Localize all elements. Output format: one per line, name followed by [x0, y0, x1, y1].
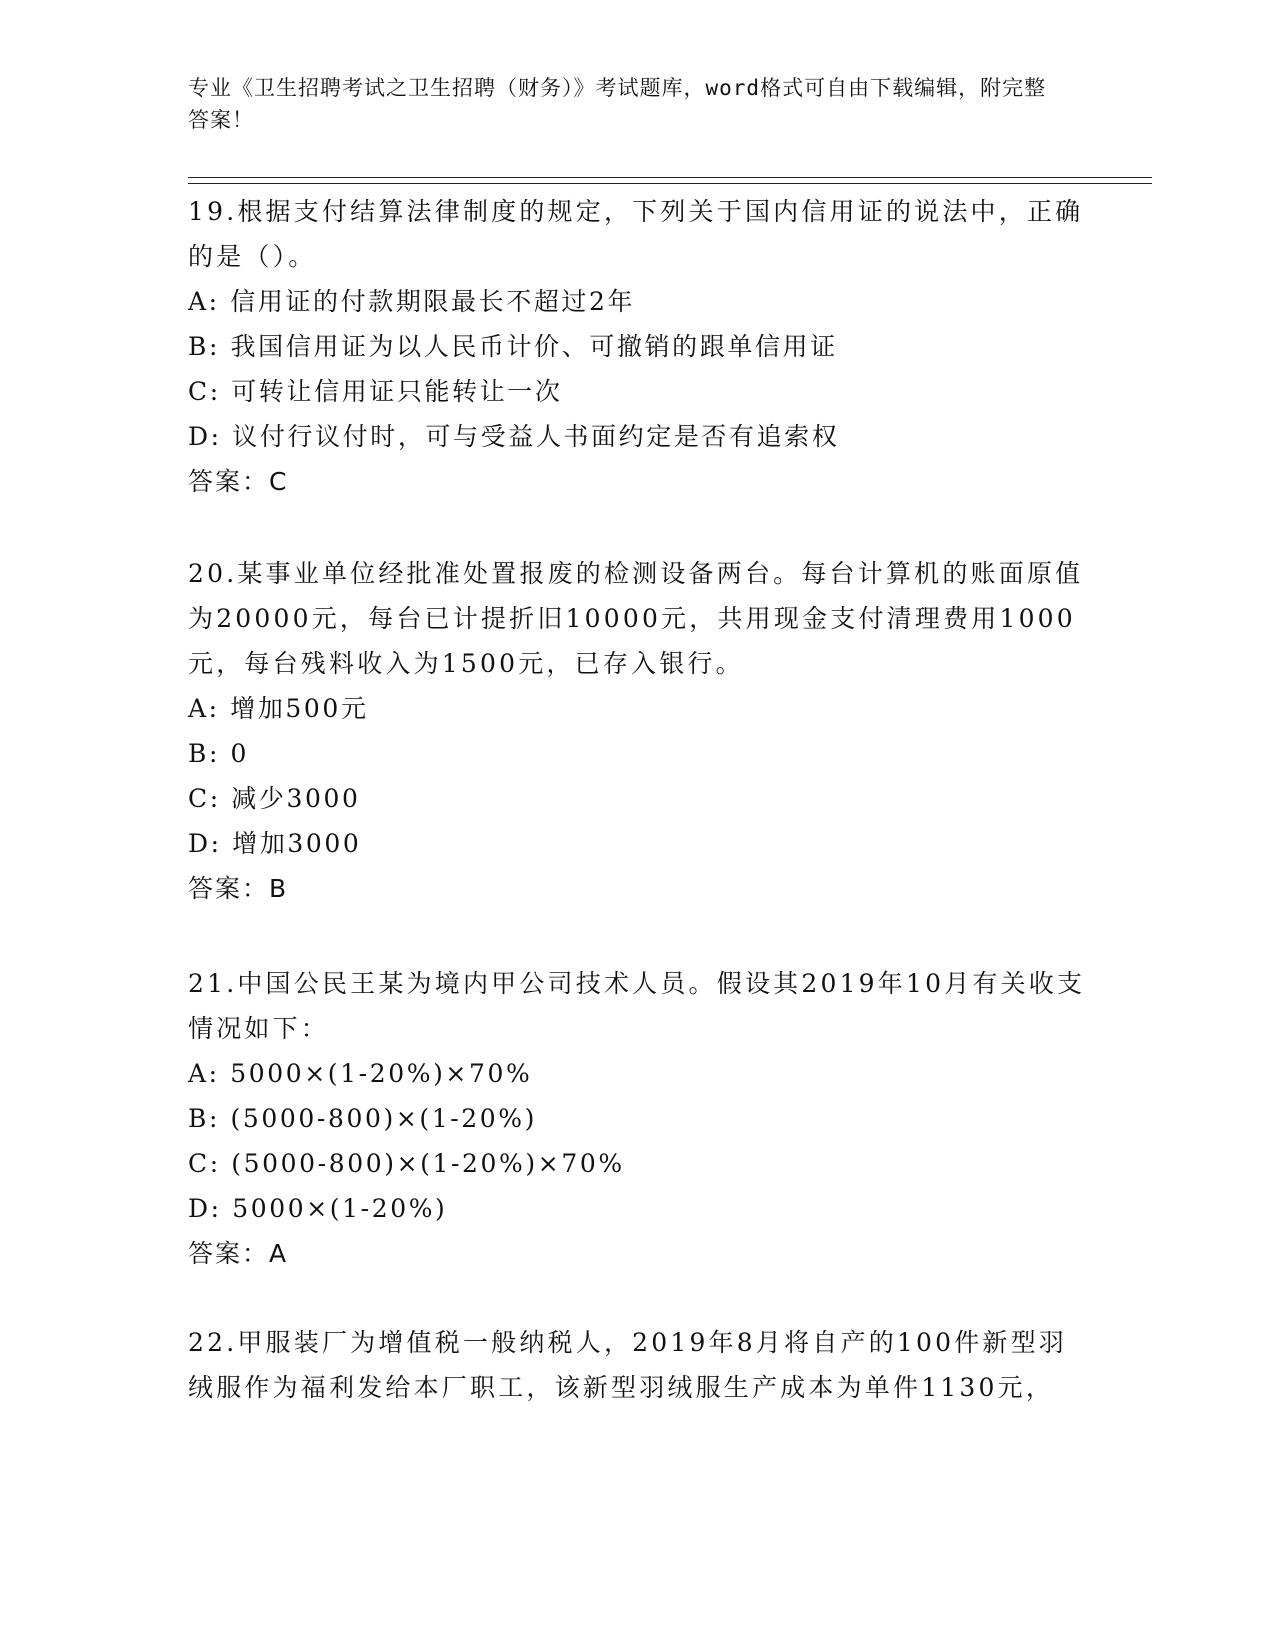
answer-line: 答案：A [188, 1239, 289, 1268]
option-d: D: 增加3000 [188, 829, 362, 858]
question-20 [188, 551, 1088, 911]
document-header: 专业《卫生招聘考试之卫生招聘（财务）》考试题库，word格式可自由下载编辑，附完整答案！ [188, 76, 1047, 132]
answer-line: 答案：C [188, 467, 289, 496]
option-a: A: 信用证的付款期限最长不超过2年 [188, 287, 636, 316]
header-divider-top [188, 177, 1152, 178]
question-22 [188, 1320, 1088, 1410]
question-stem: 20.某事业单位经批准处置报废的检测设备两台。每台计算机的账面原值为20000元，每台已计提折旧10000元，共用现金支付清理费用1000元，每台残料收入为1500元，已存入银行。 [188, 559, 1084, 678]
option-b: B: 0 [188, 739, 250, 768]
option-c: C: 减少3000 [188, 784, 361, 813]
answer-line: 答案：B [188, 874, 289, 903]
option-c: C: 可转让信用证只能转让一次 [188, 377, 563, 406]
header-divider-bottom [188, 183, 1152, 184]
question-stem: 19.根据支付结算法律制度的规定，下列关于国内信用证的说法中，正确的是（）。 [188, 197, 1084, 271]
option-c: C: (5000-800)×(1-20%)×70% [188, 1149, 625, 1178]
option-d: D: 议付行议付时，可与受益人书面约定是否有追索权 [188, 422, 840, 451]
option-a: A: 增加500元 [188, 694, 369, 723]
question-19 [188, 189, 1088, 504]
question-21 [188, 961, 1088, 1276]
question-stem: 22.甲服装厂为增值税一般纳税人，2019年8月将自产的100件新型羽绒服作为福利发给本厂职工，该新型羽绒服生产成本为单件1130元， [188, 1328, 1068, 1402]
option-b: B: 我国信用证为以人民币计价、可撤销的跟单信用证 [188, 332, 838, 361]
option-d: D: 5000×(1-20%) [188, 1194, 448, 1223]
question-stem: 21.中国公民王某为境内甲公司技术人员。假设其2019年10月有关收支情况如下： [188, 969, 1086, 1043]
option-b: B: (5000-800)×(1-20%) [188, 1104, 538, 1133]
option-a: A: 5000×(1-20%)×70% [188, 1059, 533, 1088]
